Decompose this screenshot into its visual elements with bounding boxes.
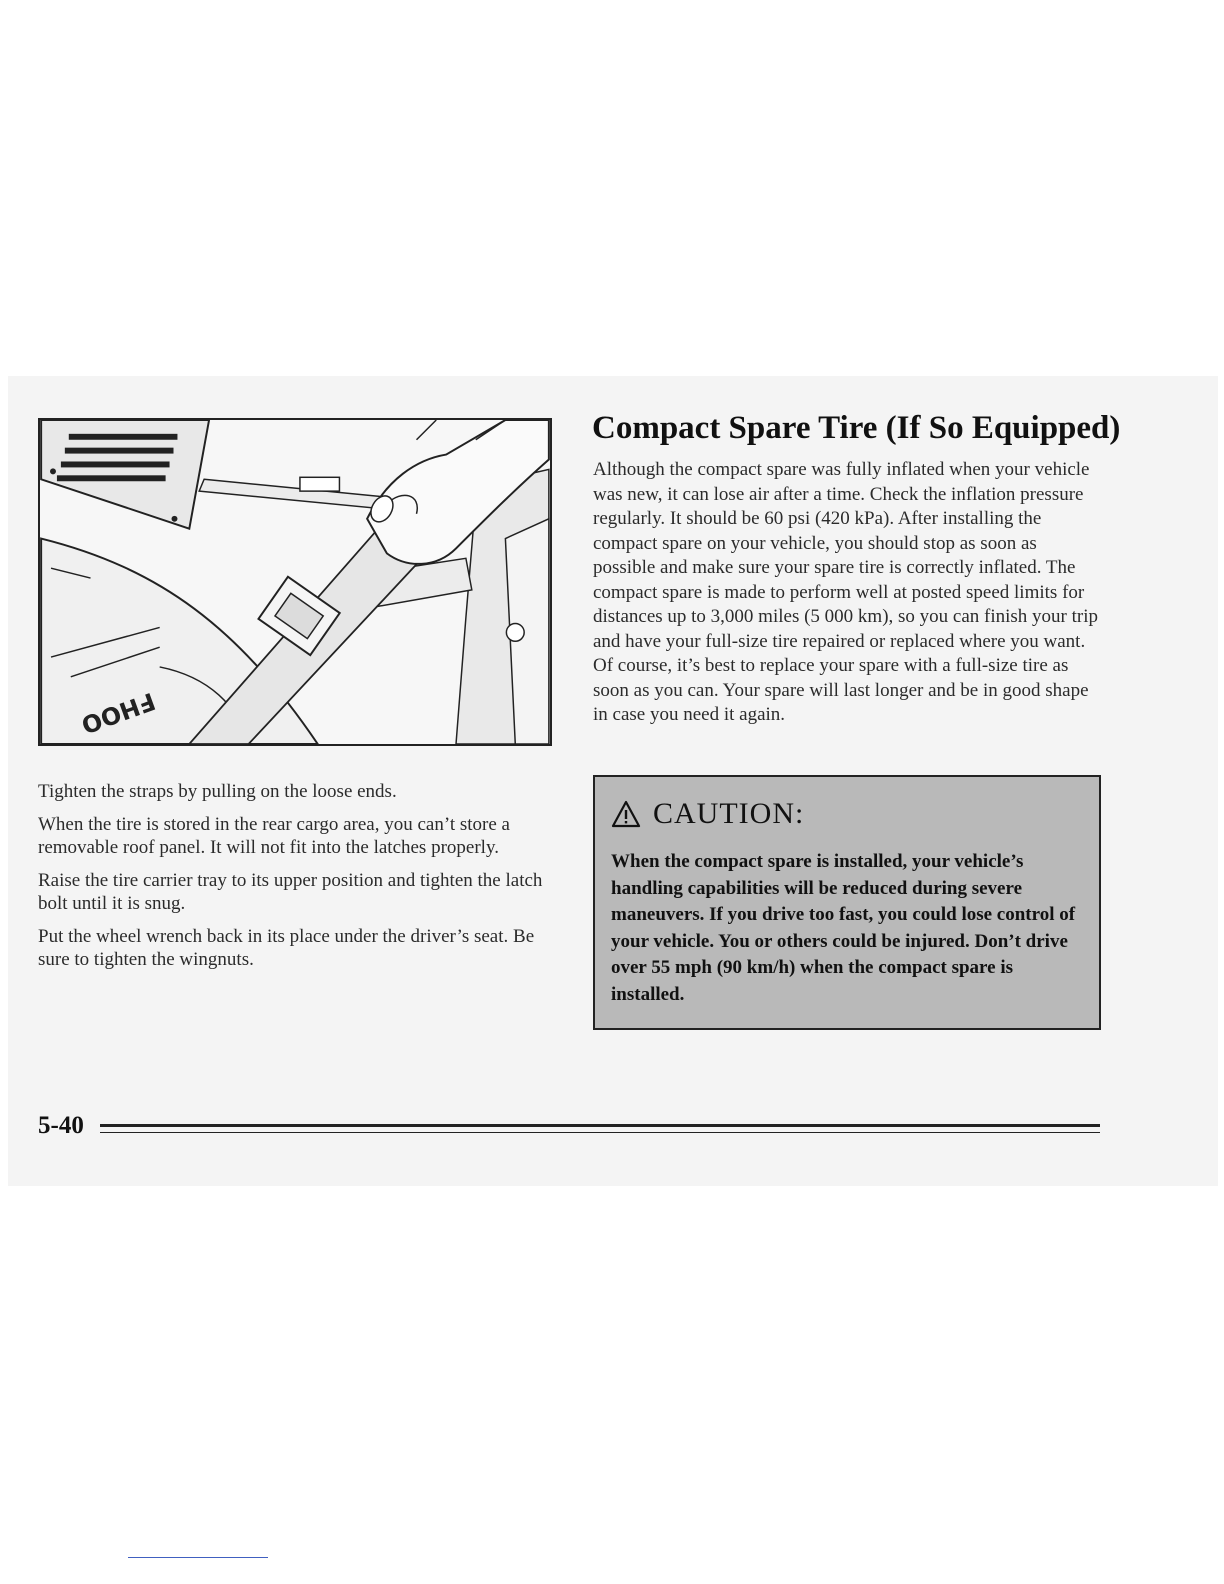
instruction-wheel-wrench: Put the wheel wrench back in its place under the driver’s seat. Be sure to tighten the wingnuts. — [38, 926, 535, 970]
instruction-raise-tray: Raise the tire carrier tray to its upper position and tighten the latch bolt until it is snug. — [38, 870, 543, 914]
tire-lettering: FHOO — [77, 686, 159, 740]
caution-title: CAUTION: — [653, 797, 805, 830]
instruction-tighten-straps: Tighten the straps by pulling on the loose ends. — [38, 781, 397, 802]
instructions-column — [38, 780, 558, 981]
illustration-drawing — [40, 420, 550, 744]
caution-text: When the compact spare is installed, your vehicle’s handling capabilities will be reduced during severe maneuvers. If you drive too fast, you could lose control of your vehicle. You or others could be injured. Don’t drive over 55 mph (90 km/h) when the compact spare is installed. — [611, 851, 1076, 1005]
footer-rule-thin — [100, 1132, 1100, 1133]
strap-tightening-illustration — [38, 418, 552, 746]
section-body: Although the compact spare was fully inflated when your vehicle was new, it can lose air after a time. Check the inflation pressure regularly. It should be 60 psi (420 kPa). After installing the compact spare on your vehicle, you should stop as soon as possible and make sure your spare tire is correctly inflated. The compact spare is made to perform well at posted speed limits for distances up to 3,000 miles (5 000 km), so you can finish your trip and have your full-size tire repaired or replaced where you want. Of course, it’s best to replace your spare with a full-size tire as soon as you can. Your spare will last longer and be in good shape in case you need it again. — [593, 459, 1099, 725]
warning-triangle-icon — [611, 800, 641, 828]
caution-box — [593, 775, 1101, 1030]
section-heading: Compact Spare Tire (If So Equipped) — [592, 410, 1121, 446]
bottom-divider — [128, 1557, 268, 1558]
instruction-roof-panel: When the tire is stored in the rear cargo area, you can’t store a removable roof panel. It will not fit into the latches properly. — [38, 814, 510, 858]
page-number: 5-40 — [38, 1112, 84, 1139]
caution-header — [611, 797, 804, 831]
footer-rule — [100, 1124, 1100, 1127]
